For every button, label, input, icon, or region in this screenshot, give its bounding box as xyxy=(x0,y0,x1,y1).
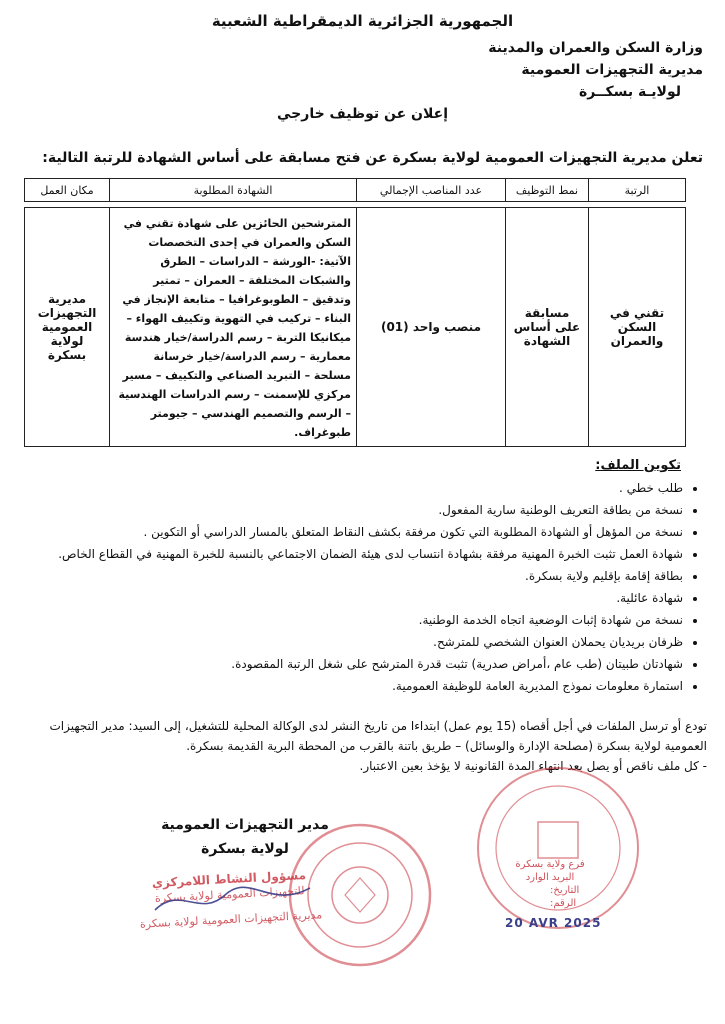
list-item: • ظرفان بريديان يحملان العنوان الشخصي للمترشح. xyxy=(3,632,683,652)
cell-positions: منصب واحد (01) xyxy=(357,208,506,447)
list-item: • بطاقة إقامة بإقليم ولاية بسكرة. xyxy=(3,566,683,586)
officer-stamp-line: للتجهيزات العمومية لولاية بسكرة xyxy=(154,884,305,905)
header-grade: الرتبة xyxy=(589,179,686,202)
late-file-text: - كل ملف ناقص أو يصل بعد انتهاء المدة القانونية لا يؤخذ بعين الاعتبار. xyxy=(359,759,707,773)
file-section-title: تكوين الملف: xyxy=(595,458,681,473)
cell-certificate: المترشحين الحائزين على شهادة تقني في السكن والعمران في إحدى التخصصات الآتية: -الورشة – الدراسات – الطرق والشبكات المختلفة – العمران – تمتير وتدقيق – الطوبوغرافيا – متابعة الإنجاز في البناء – تركيب في التهوية وتكييف الهواء – ميكانيكا التربة – رسم الدراسة/خيار هندسة معمارية – رسم الدراسة/خيار خرسانة مسلحة – التبريد الصناعي والتكييف – مسير مركزي للإسمنت – رسم الدراسات الهندسية – الرسم والتصميم الهندسي – جيومتر طبوغراف. xyxy=(110,208,357,447)
list-item: • نسخة من المؤهل أو الشهادة المطلوبة التي تكون مرفقة بكشف النقاط المتعلق بالمسار الدراسي أو التكوين . xyxy=(3,522,683,542)
table-header-row xyxy=(25,179,686,202)
header-positions: عدد المناصب الإجمالي xyxy=(357,179,506,202)
ministry-name: وزارة السكن والعمران والمدينة xyxy=(488,40,703,56)
announcement-intro: تعلن مديرية التجهيزات العمومية لولاية بسكرة عن فتح مسابقة على أساس الشهادة للرتبة التالية: xyxy=(42,150,703,166)
officer-stamp-bottom: مديرية التجهيزات العمومية لولاية بسكرة xyxy=(139,908,323,931)
cell-grade: تقني في السكن والعمران xyxy=(589,208,686,447)
list-item: • نسخة من بطاقة التعريف الوطنية سارية المفعول. xyxy=(3,500,683,520)
header-certificate: الشهادة المطلوبة xyxy=(110,179,357,202)
required-documents-list xyxy=(3,478,707,698)
mail-stamp-line: التاريخ: xyxy=(550,885,580,896)
header-location: مكان العمل xyxy=(25,179,110,202)
recruitment-table xyxy=(24,178,686,447)
handwritten-signature xyxy=(150,880,320,920)
republic-header: الجمهورية الجزائرية الديمقراطية الشعبية xyxy=(211,12,514,30)
signature-title: مدير التجهيزات العمومية xyxy=(161,817,329,833)
header-mode: نمط التوظيف xyxy=(506,179,589,202)
list-item: • استمارة معلومات نموذج المديرية العامة للوظيفة العمومية. xyxy=(3,676,683,696)
stamp-emblem xyxy=(332,867,388,923)
directorate-name: مديرية التجهيزات العمومية xyxy=(521,62,703,78)
list-item: • طلب خطي . xyxy=(3,478,683,498)
announcement-title: إعلان عن توظيف خارجي xyxy=(277,106,448,122)
officer-stamp-line: مسؤول النشاط اللامركزي xyxy=(151,868,307,891)
list-item: • شهادتان طبيتان (طب عام ،أمراض صدرية) تثبت قدرة المترشح على شغل الرتبة المقصودة. xyxy=(3,654,683,674)
mail-stamp-line: فرع ولاية بسكرة xyxy=(515,859,585,870)
list-item: • شهادة عائلية. xyxy=(3,588,683,608)
wilaya-name: لولايـة بسكــرة xyxy=(578,84,681,100)
mail-stamp-line: الرقم: xyxy=(550,898,577,909)
deposit-text: تودع أو ترسل الملفات في أجل أقصاه (15 يوم عمل) ابتداءا من تاريخ النشر لدى الوكالة المحلية للتشغيل، إلى السيد: مدير التجهيزات العمومية لولاية بسكرة (مصلحة الإدارة والوسائل) – طريق باتنة بالقرب من المحطة البرية القديمة بسكرة. xyxy=(49,719,707,753)
cell-mode: مسابقة على أساس الشهادة xyxy=(506,208,589,447)
mail-stamp-date: 20 AVR 2025 xyxy=(505,916,602,930)
signature-wilaya: لولاية بسكرة xyxy=(201,841,289,857)
cell-location: مديرية التجهيزات العمومية لولاية بسكرة xyxy=(25,208,110,447)
mail-stamp-text xyxy=(490,858,610,910)
list-item: • شهادة العمل تثبت الخبرة المهنية مرفقة بشهادة انتساب لدى هيئة الضمان الاجتماعي بالنسبة للخبرة المهنية في القطاع الخاص. xyxy=(3,544,683,564)
mail-stamp-emblem xyxy=(538,822,578,858)
mail-stamp-line: البريد الوارد xyxy=(525,872,575,883)
list-item: • نسخة من شهادة إثبات الوضعية اتجاه الخدمة الوطنية. xyxy=(3,610,683,630)
table-row xyxy=(25,208,686,447)
